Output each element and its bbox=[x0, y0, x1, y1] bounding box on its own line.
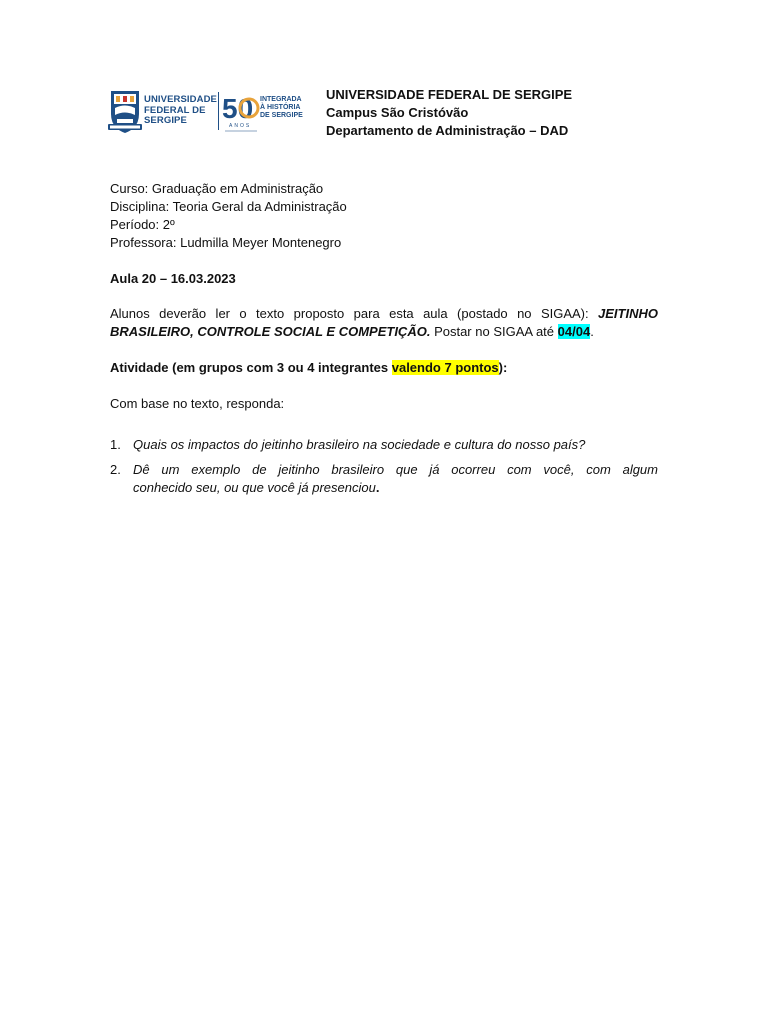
institution-name: UNIVERSIDADE FEDERAL DE SERGIPE bbox=[326, 87, 573, 102]
deadline-highlight: 04/04 bbox=[557, 324, 591, 339]
course-line: Curso: Graduação em Administração bbox=[110, 181, 324, 196]
reading-title-part2: BRASILEIRO, CONTROLE SOCIAL E COMPETIÇÃO. bbox=[110, 324, 431, 339]
anniversary-tagline: INTEGRADA À HISTÓRIA DE SERGIPE bbox=[260, 96, 303, 119]
fifty-years-emblem bbox=[221, 90, 261, 134]
questions-prompt: Com base no texto, responda: bbox=[110, 396, 285, 411]
lesson-heading: Aula 20 – 16.03.2023 bbox=[110, 271, 236, 286]
question-item bbox=[110, 461, 658, 497]
university-logo-text: UNIVERSIDADE FEDERAL DE SERGIPE bbox=[144, 94, 217, 126]
reading-title-part1: JEITINHO bbox=[598, 306, 658, 321]
anniversary-number: 50 bbox=[222, 93, 254, 124]
institution-header bbox=[326, 86, 572, 140]
question-item bbox=[110, 436, 658, 454]
period-line: Período: 2º bbox=[110, 217, 175, 232]
course-info bbox=[110, 180, 347, 252]
question-number: 2. bbox=[110, 462, 121, 477]
department-name: Departamento de Administração – DAD bbox=[326, 123, 569, 138]
question-text: Quais os impactos do jeitinho brasileiro na sociedade e cultura do nosso país? bbox=[133, 437, 586, 452]
university-logo bbox=[108, 88, 308, 138]
activity-heading: Atividade (em grupos com 3 ou 4 integrantes valendo 7 pontos): bbox=[110, 360, 508, 375]
question-text: Dê um exemplo de jeitinho brasileiro que já ocorreu com você, com algum conhecido seu, ou que você já presenciou. bbox=[133, 462, 658, 495]
instructions-line-1: Alunos deverão ler o texto proposto para esta aula (postado no SIGAA): JEITINHO bbox=[110, 306, 658, 321]
question-number: 1. bbox=[110, 437, 121, 452]
ufs-seal-icon bbox=[108, 88, 142, 134]
points-highlight: valendo 7 pontos bbox=[391, 360, 499, 375]
logo-divider bbox=[218, 92, 219, 130]
campus-name: Campus São Cristóvão bbox=[326, 105, 469, 120]
discipline-line: Disciplina: Teoria Geral da Administração bbox=[110, 199, 347, 214]
question-list bbox=[110, 436, 658, 504]
anniversary-word: ANOS bbox=[229, 123, 252, 129]
professor-line: Professora: Ludmilla Meyer Montenegro bbox=[110, 235, 342, 250]
reading-instructions: Alunos deverão ler o texto proposto para esta aula (postado no SIGAA): JEITINHO BRASILEIRO, CONTROLE SOCIAL E COMPETIÇÃO. Postar no SIGAA até 04/04. bbox=[110, 306, 658, 339]
